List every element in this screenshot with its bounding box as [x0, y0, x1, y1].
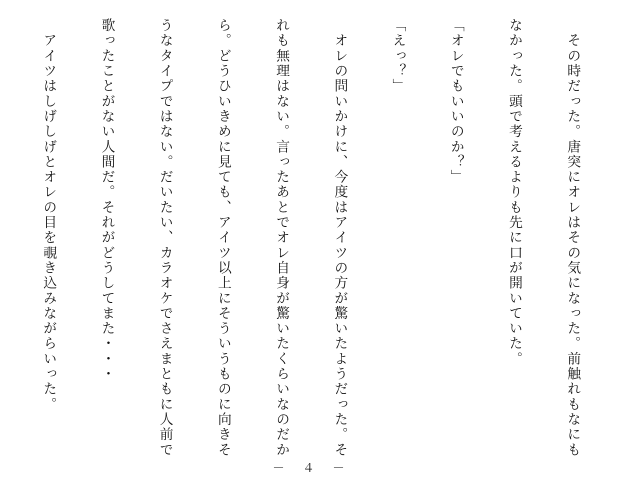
- text-line: ら。どうひいきめに見ても、アイツ以上にそういうものに向きそ: [214, 18, 231, 458]
- text-line: オレの問いかけに、今度はアイツの方が驚いたようだった。そ: [331, 18, 348, 458]
- page-number: － ４ －: [272, 461, 348, 475]
- text-line: うなタイプではない。だいたい、カラオケでさえまともに人前で: [156, 18, 173, 458]
- text-line: 「オレでもいいのか？」: [447, 18, 464, 185]
- text-line: その時だった。唐突にオレはその気になった。前触れもなにも: [564, 18, 581, 458]
- text-line: なかった。頭で考えるよりも先に口が開いていた。: [505, 18, 522, 367]
- text-line: れも無理はない。言ったあとでオレ自身が驚いたくらいなのだか: [273, 18, 290, 458]
- text-line: 歌ったことがない人間だ。それがどうしてまた・・・: [98, 18, 115, 382]
- text-line: 「えっ？」: [389, 18, 406, 94]
- vertical-text-block: [0, 18, 620, 458]
- text-line: アイツはしげしげとオレの目を覗き込みながらいった。: [40, 18, 57, 412]
